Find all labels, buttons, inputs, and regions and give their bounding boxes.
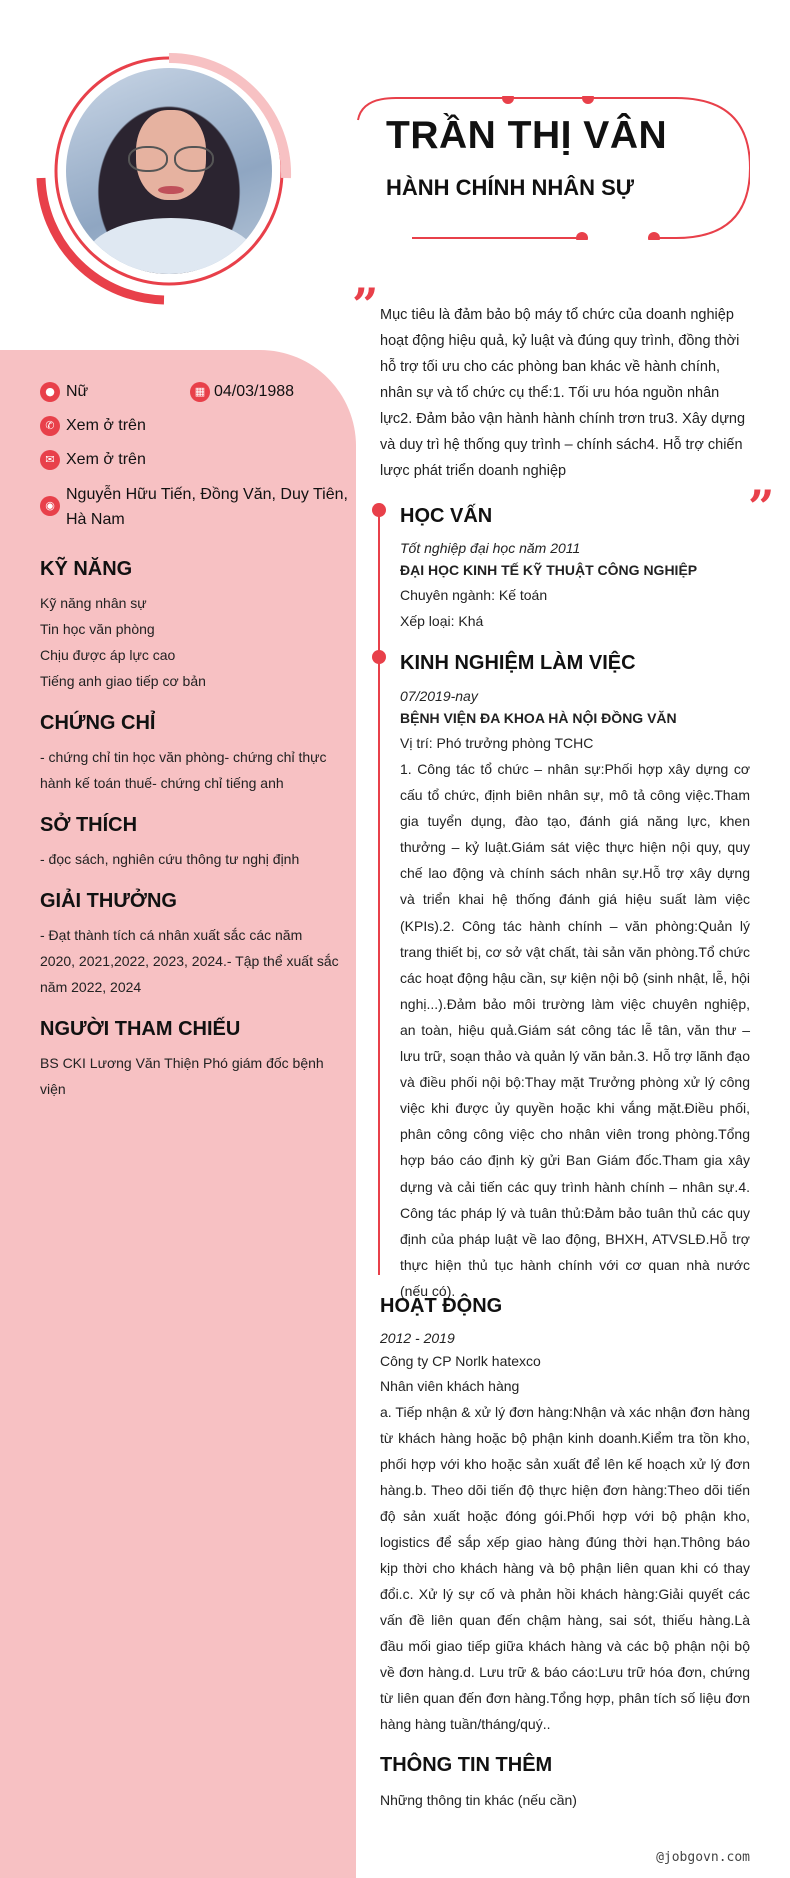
gender: Nữ <box>66 383 89 400</box>
activities-description: a. Tiếp nhận & xử lý đơn hàng:Nhận và xác nhận đơn hàng từ khách hàng hoặc bộ phận kinh doanh.Kiểm tra tồn kho, phối hợp với kho hoặc sản xuất để lên kế hoạch xử lý đơn hàng.b. Theo dõi tiến độ thực hiện đơn hàng:Theo dõi tiến độ sản xuất hoặc đóng gói.Phối hợp với bộ phận kho, logistics để sắp xếp giao hàng đúng thời hạn.Thông báo kịp thời cho khách hàng và bộ phận liên quan khi có thay đổi.c. Xử lý sự cố và phản hồi khách hàng:Giải quyết các vấn đề liên quan đến chậm hàng, sai sót, thiếu hàng.Là đầu mối giao tiếp giữa khách hàng và các bộ phận nội bộ về đơn hàng.d. Lưu trữ & báo cáo:Lưu trữ hóa đơn, chứng từ liên quan đến đơn hàng.Tổng hợp, phân tích số liệu đơn hàng hàng tuần/tháng/quý.. <box>380 1404 750 1732</box>
list-item: Kỹ năng nhân sự <box>40 595 147 611</box>
person-icon: ● <box>40 382 60 402</box>
experience-heading: KINH NGHIỆM LÀM VIỆC <box>400 652 636 674</box>
list-item: Tin học văn phòng <box>40 621 155 637</box>
additional-info-text: Những thông tin khác (nếu cần) <box>380 1792 577 1808</box>
activities-time: 2012 - 2019 <box>380 1330 455 1346</box>
experience-description: 1. Công tác tổ chức – nhân sự:Phối hợp xây dựng cơ cấu tổ chức, định biên nhân sự, mô tả công việc.Tham gia tuyển dụng, đào tạo, đánh giá năng lực, khen thưởng – kỷ luật.Giám sát việc thực hiện nội quy, quy chế lao động và chính sách nhân sự.Hỗ trợ xây dựng và triển khai hệ thống đánh giá hiệu suất làm việc (KPIs).2. Công tác hành chính – văn phòng:Quản lý trang thiết bị, cơ sở vật chất, tài sản văn phòng.Tổ chức các hoạt động hậu cần, sự kiện nội bộ (sinh nhật, lễ, hội nghị...).Đảm bảo môi trường làm việc chuyên nghiệp, an toàn, hiệu quả.Giám sát công tác lễ tân, văn thư – lưu trữ, soạn thảo và quản lý văn bản.3. Hỗ trợ lãnh đạo và điều phối nội bộ:Thay mặt Trưởng phòng xử lý công việc khi được ủy quyền hoặc khi vắng mặt.Điều phối, phân công công việc cho nhân viên trong phòng.Tổng hợp báo cáo định kỳ gửi Ban Giám đốc.Tham gia xây dựng và cải tiến các quy trình hành chính – nhân sự.4. Công tác pháp lý và tuân thủ:Đảm bảo tuân thủ các quy định của pháp luật về lao động, BHXH, ATVSLĐ.Hỗ trợ thực hiện thủ tục hành chính với cơ quan nhà nước (nếu có). <box>400 761 750 1299</box>
skills-list <box>40 590 340 694</box>
address: Nguyễn Hữu Tiến, Đồng Văn, Duy Tiên, Hà Nam <box>66 486 348 528</box>
hobbies-text: - đọc sách, nghiên cứu thông tư nghị định <box>40 851 300 867</box>
certificates-text: - chứng chỉ tin học văn phòng- chứng chỉ thực hành kế toán thuế- chứng chỉ tiếng anh <box>40 749 327 791</box>
footer-brand: @jobgovn.com <box>656 1850 750 1865</box>
activities-heading: HOẠT ĐỘNG <box>380 1295 503 1317</box>
avatar <box>66 68 272 274</box>
calendar-icon: ▦ <box>190 382 210 402</box>
education-heading: HỌC VẤN <box>400 505 493 527</box>
close-quote-icon: ” <box>748 480 775 534</box>
experience-company: BỆNH VIỆN ĐA KHOA HÀ NỘI ĐỒNG VĂN <box>400 710 677 726</box>
timeline-dot <box>372 650 386 664</box>
email: Xem ở trên <box>66 451 146 468</box>
experience-role: Vị trí: Phó trưởng phòng TCHC <box>400 735 594 751</box>
mail-icon: ✉ <box>40 450 60 470</box>
timeline-dot <box>372 503 386 517</box>
education-school: ĐẠI HỌC KINH TẾ KỸ THUẬT CÔNG NGHIỆP <box>400 562 698 578</box>
hobbies-heading: SỞ THÍCH <box>40 814 138 836</box>
experience-time: 07/2019-nay <box>400 688 478 704</box>
education-major: Chuyên ngành: Kế toán <box>400 587 548 603</box>
phone-icon: ✆ <box>40 416 60 436</box>
additional-info-heading: THÔNG TIN THÊM <box>380 1754 553 1776</box>
activities-role: Nhân viên khách hàng <box>380 1378 520 1394</box>
skills-heading: KỸ NĂNG <box>40 558 133 580</box>
certificates-heading: CHỨNG CHỈ <box>40 712 156 734</box>
references-heading: NGƯỜI THAM CHIẾU <box>40 1018 241 1040</box>
education-grade: Xếp loại: Khá <box>400 613 484 629</box>
open-quote-icon: ” <box>352 278 379 332</box>
references-text: BS CKI Lương Văn Thiện Phó giám đốc bệnh viện <box>40 1055 324 1097</box>
birthday: 04/03/1988 <box>214 383 295 400</box>
education-time: Tốt nghiệp đại học năm 2011 <box>400 540 581 556</box>
list-item: Chịu được áp lực cao <box>40 647 176 663</box>
phone: Xem ở trên <box>66 417 146 434</box>
job-title: HÀNH CHÍNH NHÂN SỰ <box>386 175 635 200</box>
career-objective: Mục tiêu là đảm bảo bộ máy tổ chức của doanh nghiệp hoạt động hiệu quả, kỷ luật và đúng quy trình, đồng thời hỗ trợ tối ưu cho các phòng ban khác về hành chính, nhân sự và tổ chức cụ thể:1. Tối ưu hóa nguồn nhân lực2. Đảm bảo vận hành hành chính trơn tru3. Xây dựng và duy trì hệ thống quy trình – chính sách4. Hỗ trợ chiến lược phát triển doanh nghiệp <box>380 307 746 479</box>
location-pin-icon: ◉ <box>40 496 60 516</box>
candidate-name: TRẦN THỊ VÂN <box>386 114 668 157</box>
activities-company: Công ty CP Norlk hatexco <box>380 1353 541 1369</box>
awards-text: - Đạt thành tích cá nhân xuất sắc các năm 2020, 2021,2022, 2023, 2024.- Tập thể xuất sắc năm 2022, 2024 <box>40 927 339 995</box>
awards-heading: GIẢI THƯỞNG <box>40 890 177 912</box>
avatar-frame <box>36 48 296 308</box>
list-item: Tiếng anh giao tiếp cơ bản <box>40 673 206 689</box>
timeline-line <box>378 510 380 1275</box>
